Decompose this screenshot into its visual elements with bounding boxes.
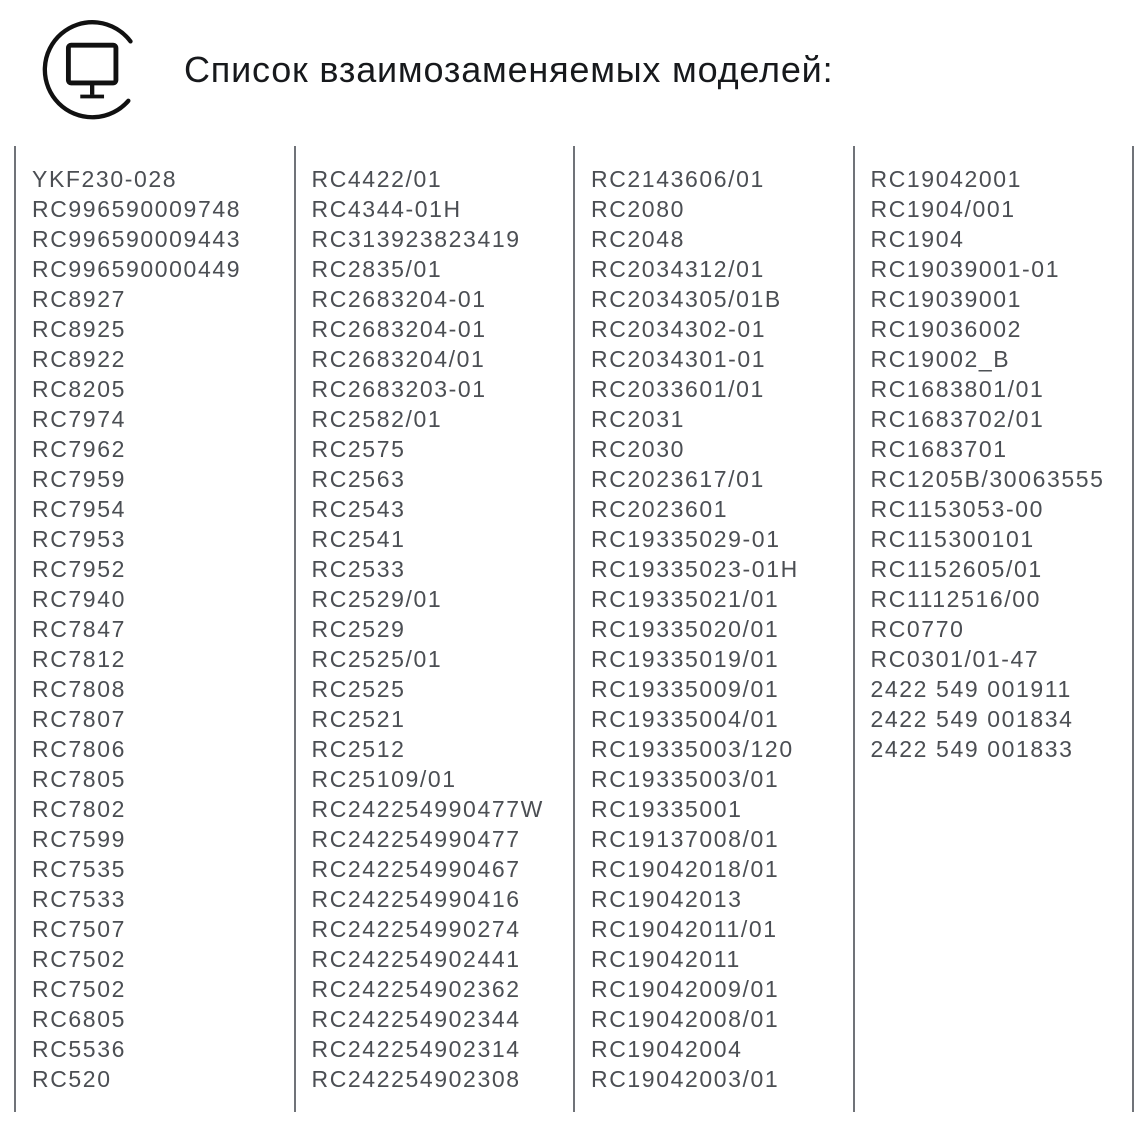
model-item: RC2525	[311, 676, 406, 702]
model-item: RC242254990477W	[311, 796, 544, 822]
model-item: RC1683701	[870, 436, 1008, 462]
model-item: RC19042011	[591, 946, 741, 972]
model-item: RC2034305/01B	[591, 286, 782, 312]
model-item: RC7847	[32, 616, 126, 642]
model-item: RC2529/01	[311, 586, 443, 612]
model-item: RC1152605/01	[870, 556, 1043, 582]
model-item: RC8927	[32, 286, 126, 312]
model-item: RC242254990467	[311, 856, 521, 882]
model-item: RC115300101	[870, 526, 1035, 552]
model-item: RC1683801/01	[870, 376, 1045, 402]
models-column-3	[575, 146, 855, 1112]
model-item: RC19042001	[870, 166, 1023, 192]
model-item: RC19335001	[591, 796, 743, 822]
model-item: RC4344-01H	[311, 196, 462, 222]
model-item: RC19002_B	[870, 346, 1011, 372]
model-item: RC2031	[591, 406, 685, 432]
model-item: RC1205B/30063555	[870, 466, 1105, 492]
model-item: RC2575	[311, 436, 406, 462]
model-item: RC6805	[32, 1006, 126, 1032]
model-item: RC7812	[32, 646, 126, 672]
model-item: RC19036002	[870, 316, 1023, 342]
model-item: RC313923823419	[311, 226, 521, 252]
model-item: RC1153053-00	[870, 496, 1044, 522]
model-item: RC19039001-01	[870, 256, 1061, 282]
model-item: 2422 549 001833	[870, 736, 1074, 762]
model-item: RC7507	[32, 916, 126, 942]
model-item: RC19335020/01	[591, 616, 780, 642]
model-item: RC7599	[32, 826, 126, 852]
model-item: RC7962	[32, 436, 126, 462]
model-item: RC19335029-01	[591, 526, 781, 552]
model-item: RC242254990274	[311, 916, 521, 942]
model-item: RC19042003/01	[591, 1066, 780, 1092]
model-item: 2422 549 001911	[870, 676, 1072, 702]
model-item: RC2525/01	[311, 646, 443, 672]
model-item: RC5536	[32, 1036, 126, 1062]
model-item: RC2835/01	[311, 256, 443, 282]
model-item: RC7535	[32, 856, 126, 882]
model-item: RC1904/001	[870, 196, 1016, 222]
model-item: RC7808	[32, 676, 126, 702]
model-item: RC2143606/01	[591, 166, 765, 192]
model-item: RC7959	[32, 466, 126, 492]
model-item: RC2034302-01	[591, 316, 767, 342]
model-item: RC2541	[311, 526, 406, 552]
model-item: RC8922	[32, 346, 126, 372]
model-item: RC19335003/01	[591, 766, 780, 792]
model-item: RC2023601	[591, 496, 729, 522]
model-item: RC2034301-01	[591, 346, 767, 372]
model-item: RC242254902344	[311, 1006, 521, 1032]
model-item: RC2683204-01	[311, 286, 487, 312]
model-item: RC7802	[32, 796, 126, 822]
model-item: RC7533	[32, 886, 126, 912]
models-table	[14, 146, 1134, 1112]
model-item: RC8205	[32, 376, 126, 402]
model-item: RC2582/01	[311, 406, 443, 432]
model-item: RC7953	[32, 526, 126, 552]
model-item: 2422 549 001834	[870, 706, 1074, 732]
model-item: RC0301/01-47	[870, 646, 1040, 672]
model-item: RC19335004/01	[591, 706, 780, 732]
model-item: RC7954	[32, 496, 126, 522]
model-item: RC19042004	[591, 1036, 743, 1062]
tv-monitor-icon	[36, 13, 144, 127]
model-item: RC1112516/00	[870, 586, 1042, 612]
model-item: RC2521	[311, 706, 406, 732]
model-item: RC2683204/01	[311, 346, 486, 372]
model-item: RC2033601/01	[591, 376, 765, 402]
model-item: RC19137008/01	[591, 826, 780, 852]
model-item: RC996590000449	[32, 256, 242, 282]
model-item: RC4422/01	[311, 166, 443, 192]
model-item: RC242254902314	[311, 1036, 521, 1062]
model-item: RC1904	[870, 226, 965, 252]
model-item: RC7805	[32, 766, 126, 792]
model-item: RC7940	[32, 586, 126, 612]
model-item: RC2683203-01	[311, 376, 487, 402]
model-item: RC2048	[591, 226, 685, 252]
model-item: RC19042011/01	[591, 916, 778, 942]
model-item: RC7952	[32, 556, 126, 582]
model-item: RC242254902362	[311, 976, 521, 1002]
page-title: Список взаимозаменяемых моделей:	[184, 49, 834, 90]
model-item: RC2034312/01	[591, 256, 765, 282]
model-item: RC2533	[311, 556, 406, 582]
model-item: RC25109/01	[311, 766, 457, 792]
model-item: RC2529	[311, 616, 406, 642]
models-column-2	[296, 146, 576, 1112]
model-item: RC7502	[32, 976, 126, 1002]
model-item: RC2563	[311, 466, 406, 492]
models-column-4	[855, 146, 1133, 1112]
model-item: RC2080	[591, 196, 685, 222]
model-item: RC19042008/01	[591, 1006, 780, 1032]
model-item: RC7807	[32, 706, 126, 732]
model-item: RC19042013	[591, 886, 743, 912]
model-item: RC1683702/01	[870, 406, 1045, 432]
model-item: RC2683204-01	[311, 316, 487, 342]
model-item: RC19335009/01	[591, 676, 780, 702]
model-item: RC996590009748	[32, 196, 242, 222]
model-item: RC242254990416	[311, 886, 521, 912]
model-item: RC19042018/01	[591, 856, 780, 882]
model-item: RC8925	[32, 316, 126, 342]
model-item: YKF230-028	[32, 166, 178, 192]
model-item: RC2543	[311, 496, 406, 522]
model-item: RC19335021/01	[591, 586, 780, 612]
model-item: RC19042009/01	[591, 976, 780, 1002]
header	[0, 0, 1148, 132]
model-item: RC2512	[311, 736, 406, 762]
model-item: RC19335023-01H	[591, 556, 799, 582]
model-item: RC2030	[591, 436, 685, 462]
model-item: RC7974	[32, 406, 126, 432]
model-item: RC19335003/120	[591, 736, 794, 762]
model-item: RC520	[32, 1066, 112, 1092]
model-item: RC242254902441	[311, 946, 521, 972]
model-item: RC0770	[870, 616, 965, 642]
model-item: RC7806	[32, 736, 126, 762]
model-item: RC2023617/01	[591, 466, 765, 492]
model-item: RC242254902308	[311, 1066, 521, 1092]
model-item: RC996590009443	[32, 226, 242, 252]
model-item: RC7502	[32, 946, 126, 972]
models-column-1	[16, 146, 296, 1112]
model-item: RC19335019/01	[591, 646, 780, 672]
model-item: RC242254990477	[311, 826, 521, 852]
model-item: RC19039001	[870, 286, 1023, 312]
